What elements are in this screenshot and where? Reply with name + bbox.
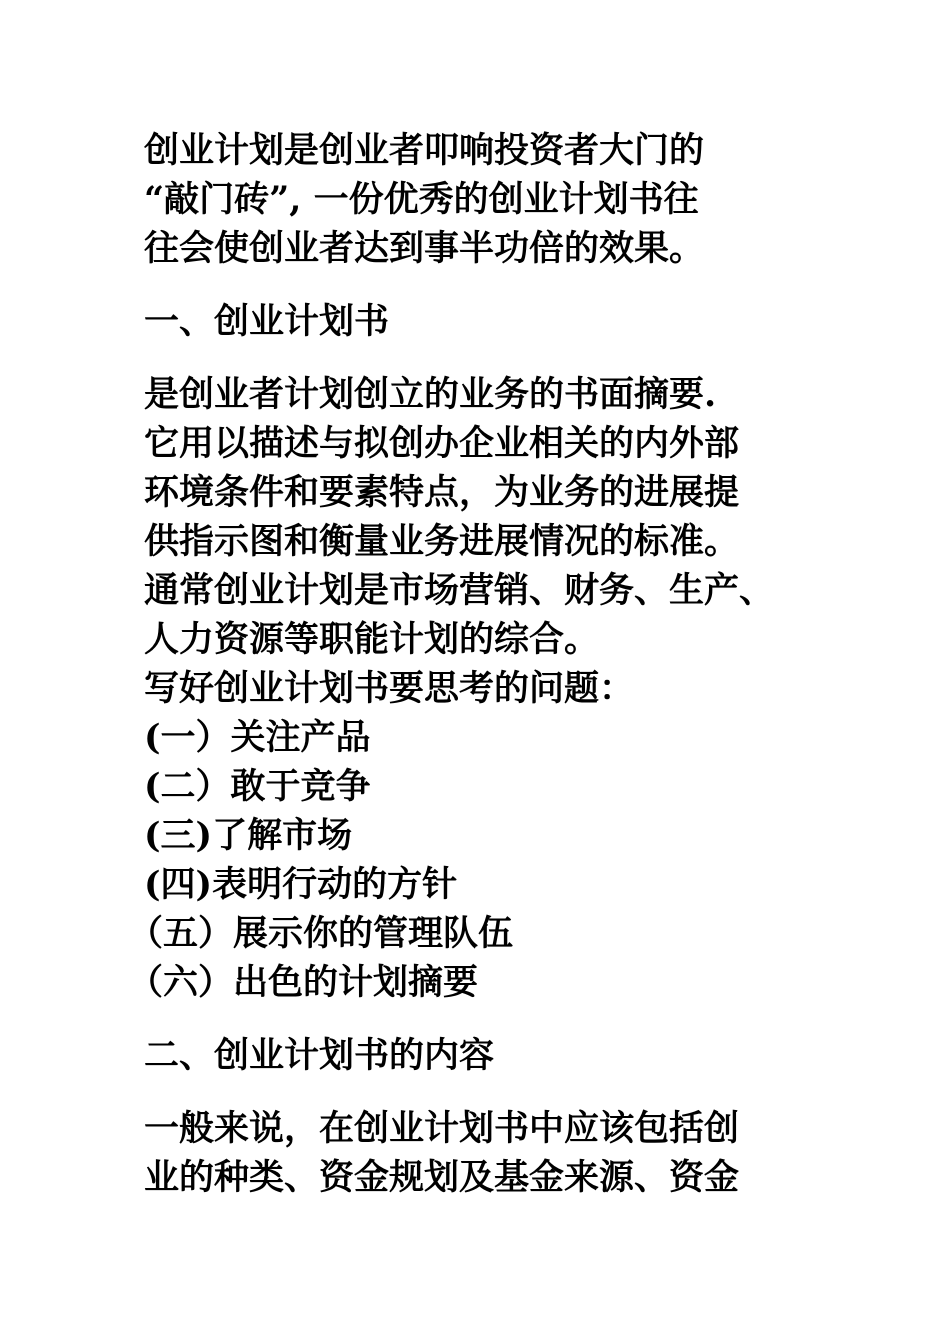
question-item: (二）敢于竞争	[144, 766, 371, 807]
body-line: 是创业者计划创立的业务的书面摘要.	[144, 374, 717, 415]
body-line: 写好创业计划书要思考的问题：	[144, 668, 635, 709]
section1-body	[144, 370, 834, 713]
intro-line: 创业计划是创业者叩响投资者大门的	[144, 130, 705, 171]
question-list	[128, 713, 834, 1007]
intro-paragraph	[144, 126, 834, 273]
body-line: 供指示图和衡量业务进展情况的标准。	[144, 521, 740, 562]
question-item: （六）出色的计划摘要	[128, 962, 479, 1003]
question-item: （五）展示你的管理队伍	[128, 913, 514, 954]
body-line: 一般来说，在创业计划书中应该包括创	[144, 1108, 740, 1149]
body-line: 通常创业计划是市场营销、财务、生产、	[144, 570, 775, 611]
intro-line: “敲门砖”, 一份优秀的创业计划书往	[144, 179, 699, 220]
question-item: (四)表明行动的方针	[144, 864, 458, 905]
section2-body	[144, 1104, 834, 1202]
body-line: 它用以描述与拟创办企业相关的内外部	[144, 423, 740, 464]
document-body	[128, 126, 834, 1202]
section2-heading: 二、创业计划书的内容	[144, 1035, 495, 1076]
question-item: (一）关注产品	[144, 717, 371, 758]
body-line: 人力资源等职能计划的综合。	[144, 619, 600, 660]
intro-line: 往会使创业者达到事半功倍的效果。	[144, 228, 705, 269]
body-line: 环境条件和要素特点，为业务的进展提	[144, 472, 740, 513]
section1-heading: 一、创业计划书	[144, 301, 390, 342]
question-item: (三)了解市场	[144, 815, 353, 856]
body-line: 业的种类、资金规划及基金来源、资金	[144, 1157, 740, 1198]
